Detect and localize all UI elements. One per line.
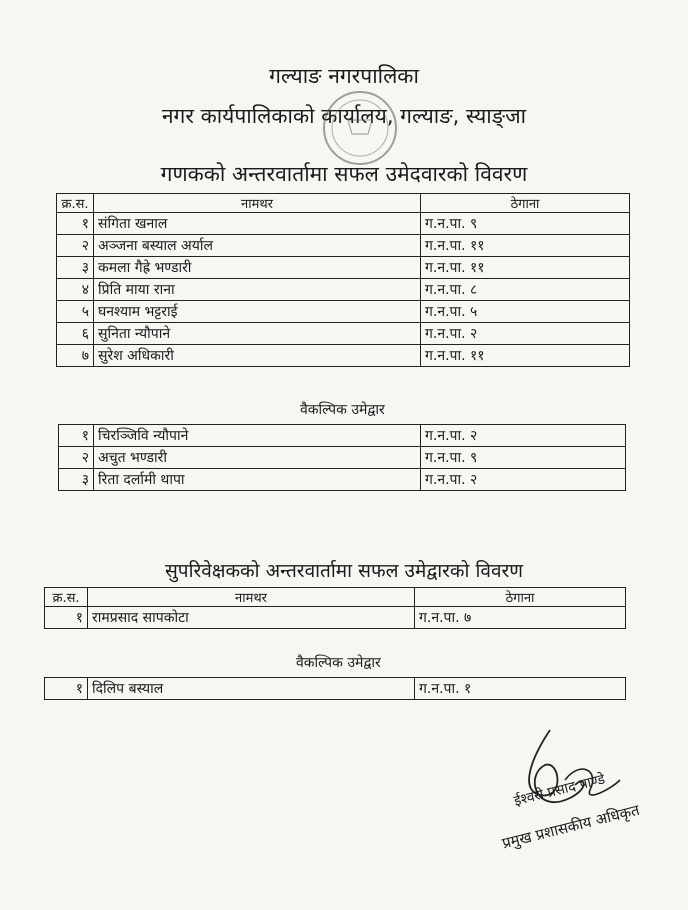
name-cell: सुनिता न्यौपाने [94, 323, 421, 345]
alternate-label-1: वैकल्पिक उमेद्वार [300, 402, 385, 418]
table-row [57, 257, 630, 279]
address-cell: ग.न.पा. ९ [421, 447, 626, 469]
col-address: ठेगाना [415, 588, 626, 607]
serial-cell: १ [57, 213, 94, 235]
col-serial: क्र.स. [45, 588, 88, 607]
table-row [59, 425, 626, 447]
name-cell: प्रिति माया राना [94, 279, 421, 301]
signatory-title: प्रमुख प्रशासकीय अधिकृत [500, 800, 642, 853]
col-serial: क्र.स. [57, 194, 94, 213]
serial-cell: १ [45, 678, 88, 700]
name-cell: संगिता खनाल [94, 213, 421, 235]
table-header-row [57, 194, 630, 213]
name-cell: दिलिप बस्याल [88, 678, 415, 700]
address-cell: ग.न.पा. ११ [421, 257, 630, 279]
address-cell: ग.न.पा. १ [415, 678, 626, 700]
table-row [57, 213, 630, 235]
name-cell: सुरेश अधिकारी [94, 345, 421, 367]
municipality-name: गल्याङ नगरपालिका [269, 64, 419, 88]
address-cell: ग.न.पा. २ [421, 469, 626, 491]
table-row [57, 301, 630, 323]
alternate-label-2: वैकल्पिक उमेद्वार [296, 655, 381, 671]
address-cell: ग.न.पा. २ [421, 323, 630, 345]
table-row [59, 469, 626, 491]
table-row [45, 607, 626, 629]
serial-cell: २ [57, 235, 94, 257]
col-name: नामथर [88, 588, 415, 607]
table-row [57, 279, 630, 301]
address-cell: ग.न.पा. ७ [415, 607, 626, 629]
serial-cell: १ [45, 607, 88, 629]
supervisor-table [44, 587, 626, 629]
serial-cell: १ [59, 425, 94, 447]
name-cell: अचुत भण्डारी [94, 447, 421, 469]
table-row [59, 447, 626, 469]
serial-cell: ३ [57, 257, 94, 279]
address-cell: ग.न.पा. ५ [421, 301, 630, 323]
serial-cell: ३ [59, 469, 94, 491]
col-name: नामथर [94, 194, 421, 213]
serial-cell: ६ [57, 323, 94, 345]
address-cell: ग.न.पा. ९ [421, 213, 630, 235]
serial-cell: ५ [57, 301, 94, 323]
address-cell: ग.न.पा. ८ [421, 279, 630, 301]
name-cell: कमला गैह्रे भण्डारी [94, 257, 421, 279]
enumerator-table [56, 193, 630, 367]
table-header-row [45, 588, 626, 607]
name-cell: घनश्याम भट्टराई [94, 301, 421, 323]
address-cell: ग.न.पा. २ [421, 425, 626, 447]
table-row [57, 345, 630, 367]
serial-cell: २ [59, 447, 94, 469]
alternate-table-1 [58, 424, 626, 491]
table-row [45, 678, 626, 700]
table-row [57, 235, 630, 257]
serial-cell: ७ [57, 345, 94, 367]
office-name: नगर कार्यपालिकाको कार्यालय, गल्याङ, स्याङ्जा [161, 104, 527, 128]
section-title-supervisor: सुपरिवेक्षकको अन्तरवार्तामा सफल उमेद्वारको विवरण [164, 560, 524, 582]
office-stamp [318, 86, 402, 170]
name-cell: रिता दर्लामी थापा [94, 469, 421, 491]
serial-cell: ४ [57, 279, 94, 301]
name-cell: अञ्जना बस्याल अर्याल [94, 235, 421, 257]
name-cell: चिरञ्जिवि न्यौपाने [94, 425, 421, 447]
address-cell: ग.न.पा. ११ [421, 235, 630, 257]
section-title-enumerator: गणकको अन्तरवार्तामा सफल उमेदवारको विवरण [160, 162, 528, 186]
name-cell: रामप्रसाद सापकोटा [88, 607, 415, 629]
alternate-table-2 [44, 677, 626, 700]
table-row [57, 323, 630, 345]
signatory-name: ईश्वरी प्रसाद पाण्डे [512, 771, 607, 810]
address-cell: ग.न.पा. ११ [421, 345, 630, 367]
col-address: ठेगाना [421, 194, 630, 213]
